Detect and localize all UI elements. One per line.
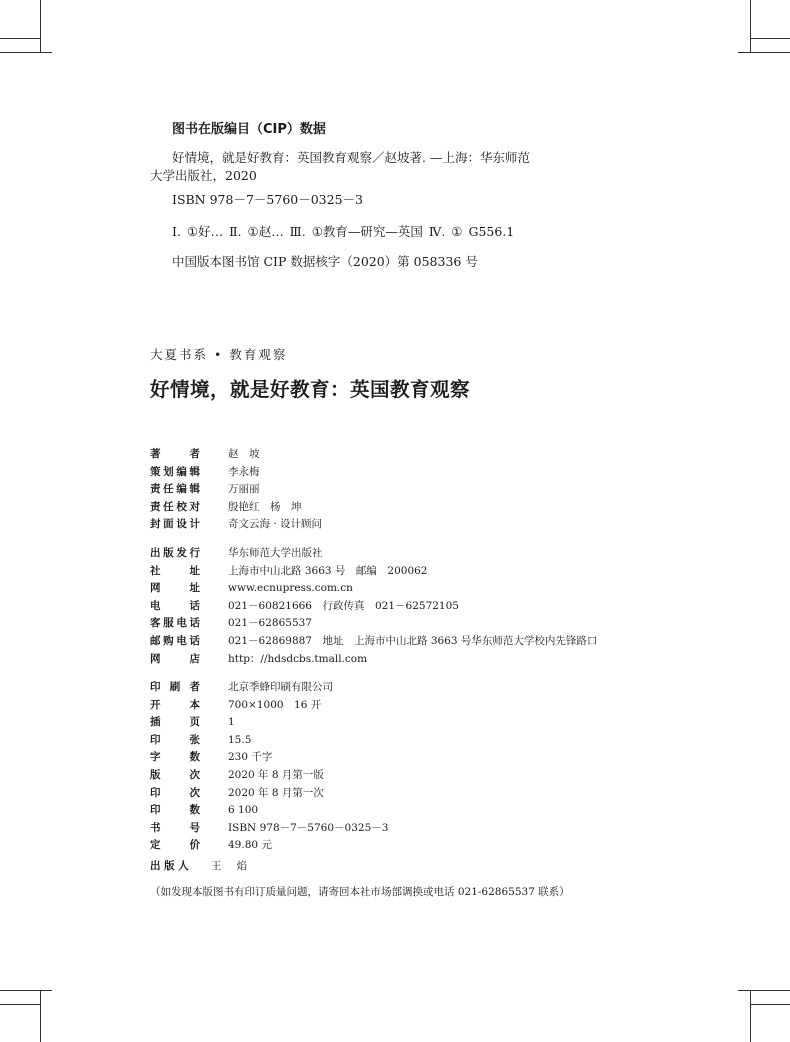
crop-mark <box>750 0 751 52</box>
spec-value: 2020 年 8 月第一次 <box>228 786 324 799</box>
spec-value: ISBN 978－7－5760－0325－3 <box>228 821 389 834</box>
publish-row <box>150 615 597 633</box>
publish-row <box>150 563 597 581</box>
spec-value: 49.80 元 <box>228 839 272 852</box>
spec-row <box>150 749 388 767</box>
crop-mark <box>40 0 41 52</box>
publisher-line <box>150 858 253 873</box>
spec-row <box>150 732 388 750</box>
crop-mark <box>738 52 790 53</box>
spec-label: 字 数 <box>150 751 200 764</box>
publisher-name: 王 焰 <box>210 860 254 872</box>
spec-label: 插 页 <box>150 716 200 729</box>
publish-value: http：//hdsdcbs.tmall.com <box>228 652 368 665</box>
crop-mark <box>0 1004 40 1005</box>
credit-row <box>150 446 322 464</box>
spec-value: 6 100 <box>228 804 259 817</box>
cip-line-publisher: 大学出版社，2020 <box>150 168 257 183</box>
credit-row <box>150 464 322 482</box>
publish-value: 021－62865537 <box>228 617 312 630</box>
spec-label: 印 次 <box>150 786 200 799</box>
publish-row <box>150 545 597 563</box>
cip-line-isbn: ISBN 978－7－5760－0325－3 <box>172 192 363 207</box>
quality-notice: （如发现本版图书有印订质量问题，请寄回本社市场部调换或电话 021-62865537 联系） <box>150 886 570 898</box>
spec-value: 2020 年 8 月第一版 <box>228 768 324 781</box>
publish-row <box>150 598 597 616</box>
publish-row <box>150 633 597 651</box>
spec-value: 北京季蜂印刷有限公司 <box>228 681 333 693</box>
spec-value: 15.5 <box>228 733 252 746</box>
spec-label: 印 刷 者 <box>150 681 200 693</box>
credit-label: 著 者 <box>150 448 200 460</box>
spec-label: 印 张 <box>150 733 200 746</box>
crop-mark <box>0 990 52 991</box>
publish-row <box>150 651 597 669</box>
credit-value: 万丽丽 <box>228 483 260 496</box>
spec-row <box>150 697 388 715</box>
publish-label: 出版发行 <box>150 547 200 559</box>
cip-data-block <box>150 116 670 276</box>
credit-label: 责任校对 <box>150 500 200 513</box>
publish-value: www.ecnupress.com.cn <box>228 582 353 595</box>
spec-row <box>150 714 388 732</box>
credits-block <box>150 446 322 534</box>
crop-mark <box>750 1004 790 1005</box>
spec-row <box>150 785 388 803</box>
print-specs-block <box>150 679 388 855</box>
publish-label: 邮购电话 <box>150 634 200 647</box>
publish-label: 网 店 <box>150 652 200 665</box>
credit-value: 赵 坡 <box>228 448 260 460</box>
publish-value: 021－62869887 地址 上海市中山北路 3663 号华东师范大学校内先锋路口 <box>228 634 598 647</box>
spec-row <box>150 802 388 820</box>
publishing-info-block <box>150 545 597 668</box>
crop-mark <box>40 990 41 1042</box>
cip-line-classification: Ⅰ. ①好… Ⅱ. ①赵… Ⅲ. ①教育—研究—英国 Ⅳ. ① G556.1 <box>172 224 515 239</box>
credit-label: 封面设计 <box>150 518 200 531</box>
crop-mark <box>738 990 790 991</box>
publish-label: 网 址 <box>150 582 200 595</box>
crop-mark <box>0 52 52 53</box>
credit-value: 殷艳红 杨 坤 <box>228 500 302 513</box>
cip-heading: 图书在版编目（CIP）数据 <box>172 122 326 137</box>
spec-label: 版 次 <box>150 768 200 781</box>
crop-mark <box>750 990 751 1042</box>
credit-row <box>150 499 322 517</box>
publisher-label: 出 版 人 <box>150 860 189 872</box>
crop-mark <box>750 38 790 39</box>
credit-label: 责任编辑 <box>150 483 200 496</box>
credit-row <box>150 481 322 499</box>
spec-label: 定 价 <box>150 839 200 852</box>
spec-row <box>150 820 388 838</box>
spec-row <box>150 767 388 785</box>
spec-value: 230 千字 <box>228 751 273 764</box>
crop-mark <box>0 38 40 39</box>
spec-row <box>150 837 388 855</box>
publish-label: 客服电话 <box>150 617 200 630</box>
spec-label: 开 本 <box>150 698 200 711</box>
publish-value: 上海市中山北路 3663 号 邮编 200062 <box>228 564 428 577</box>
credit-row <box>150 516 322 534</box>
credit-value: 奇文云海 · 设计顾问 <box>228 518 323 531</box>
publish-value: 021－60821666 行政传真 021－62572105 <box>228 599 459 612</box>
publish-row <box>150 580 597 598</box>
publish-value: 华东师范大学出版社 <box>228 547 323 559</box>
credit-value: 李永梅 <box>228 465 260 478</box>
publish-label: 电 话 <box>150 599 200 612</box>
spec-label: 印 数 <box>150 804 200 817</box>
spec-label: 书 号 <box>150 821 200 834</box>
cip-line-title: 好情境，就是好教育：英国教育观察／赵坡著. —上海：华东师范 <box>172 150 530 165</box>
publish-label: 社 址 <box>150 564 200 577</box>
cip-line-record-number: 中国版本图书馆 CIP 数据核字（2020）第 058336 号 <box>172 254 478 269</box>
spec-row <box>150 679 388 697</box>
book-series: 大夏书系 • 教育观察 <box>150 347 288 362</box>
credit-label: 策划编辑 <box>150 465 200 478</box>
book-title: 好情境，就是好教育：英国教育观察 <box>150 378 471 401</box>
spec-value: 700×1000 16 开 <box>228 698 322 711</box>
spec-value: 1 <box>228 716 235 729</box>
